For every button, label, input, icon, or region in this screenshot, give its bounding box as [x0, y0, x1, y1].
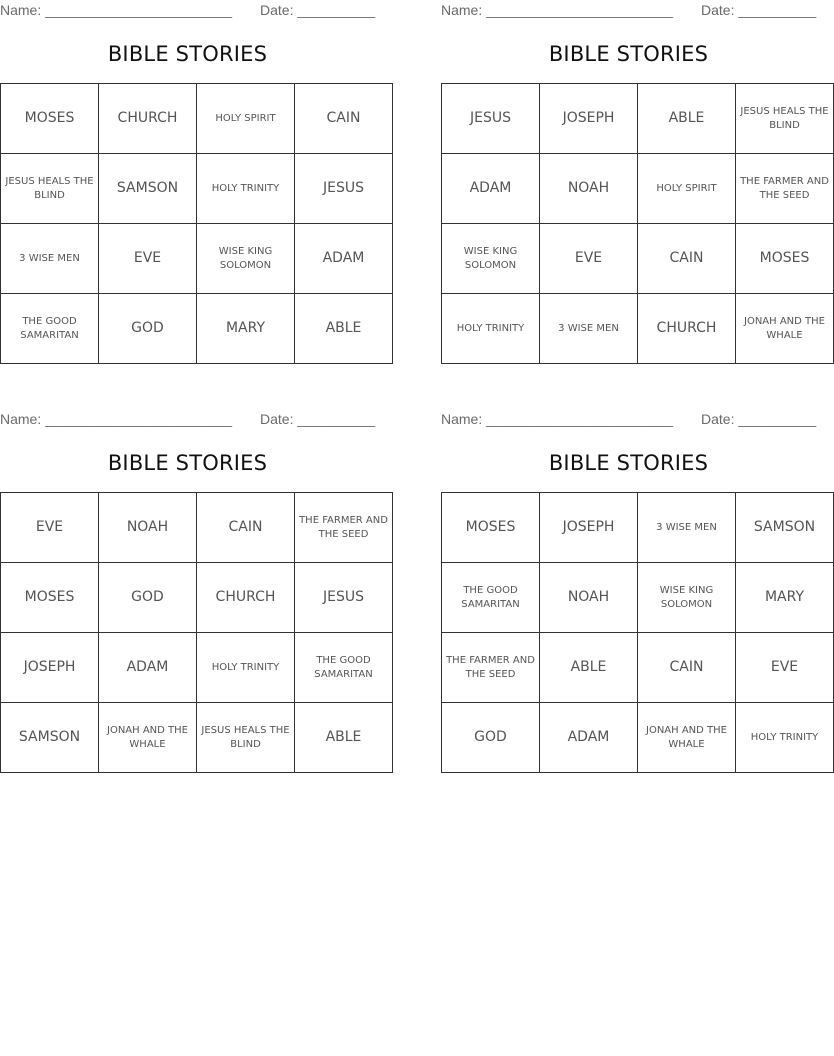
grid-cell: JOSEPH [540, 84, 638, 154]
date-field[interactable]: Date: __________ [701, 2, 817, 18]
grid-cell: JESUS HEALS THE BLIND [1, 154, 99, 224]
grid-cell: MOSES [1, 563, 99, 633]
grid-cell: JONAH AND THE WHALE [638, 703, 736, 773]
grid-row [1, 224, 393, 294]
grid-cell: CHURCH [638, 294, 736, 364]
grid-cell: ADAM [295, 224, 393, 294]
grid-row [442, 154, 834, 224]
grid-cell: MOSES [736, 224, 834, 294]
grid-cell: 3 WISE MEN [540, 294, 638, 364]
grid-cell: GOD [99, 563, 197, 633]
grid-row [1, 84, 393, 154]
grid-cell: WISE KING SOLOMON [197, 224, 295, 294]
bingo-grid [0, 492, 393, 773]
grid-cell: EVE [540, 224, 638, 294]
grid-cell: ADAM [540, 703, 638, 773]
grid-cell: JOSEPH [540, 493, 638, 563]
grid-row [442, 294, 834, 364]
grid-cell: ABLE [295, 703, 393, 773]
grid-cell: MARY [197, 294, 295, 364]
grid-cell: CAIN [638, 633, 736, 703]
name-date-row [0, 411, 375, 429]
grid-row [1, 703, 393, 773]
grid-row [442, 703, 834, 773]
grid-cell: ADAM [99, 633, 197, 703]
grid-cell: EVE [1, 493, 99, 563]
grid-cell: THE FARMER AND THE SEED [736, 154, 834, 224]
grid-cell: ABLE [540, 633, 638, 703]
grid-cell: SAMSON [99, 154, 197, 224]
grid-cell: 3 WISE MEN [638, 493, 736, 563]
grid-cell: HOLY TRINITY [197, 633, 295, 703]
grid-cell: THE GOOD SAMARITAN [295, 633, 393, 703]
grid-cell: JESUS [295, 563, 393, 633]
grid-row [442, 224, 834, 294]
date-field[interactable]: Date: __________ [260, 411, 376, 427]
grid-cell: WISE KING SOLOMON [638, 563, 736, 633]
name-field[interactable]: Name: ________________________ [0, 2, 232, 18]
grid-cell: ABLE [295, 294, 393, 364]
grid-cell: 3 WISE MEN [1, 224, 99, 294]
grid-row [442, 84, 834, 154]
grid-cell: HOLY TRINITY [736, 703, 834, 773]
name-field[interactable]: Name: ________________________ [441, 2, 673, 18]
grid-cell: JESUS HEALS THE BLIND [736, 84, 834, 154]
grid-cell: CAIN [638, 224, 736, 294]
grid-cell: JESUS [442, 84, 540, 154]
grid-cell: EVE [736, 633, 834, 703]
name-date-row [441, 411, 816, 429]
grid-cell: EVE [99, 224, 197, 294]
grid-row [442, 633, 834, 703]
grid-cell: MARY [736, 563, 834, 633]
grid-cell: MOSES [1, 84, 99, 154]
grid-cell: HOLY TRINITY [442, 294, 540, 364]
grid-cell: NOAH [540, 154, 638, 224]
grid-cell: THE GOOD SAMARITAN [442, 563, 540, 633]
grid-cell: GOD [99, 294, 197, 364]
card-title: BIBLE STORIES [548, 42, 709, 66]
grid-row [442, 493, 834, 563]
grid-cell: GOD [442, 703, 540, 773]
grid-cell: THE FARMER AND THE SEED [442, 633, 540, 703]
grid-cell: SAMSON [736, 493, 834, 563]
grid-row [1, 633, 393, 703]
card-title: BIBLE STORIES [107, 42, 268, 66]
bingo-grid [441, 492, 834, 773]
grid-cell: JONAH AND THE WHALE [99, 703, 197, 773]
name-field[interactable]: Name: ________________________ [0, 411, 232, 427]
grid-cell: ADAM [442, 154, 540, 224]
grid-cell: MOSES [442, 493, 540, 563]
grid-cell: THE GOOD SAMARITAN [1, 294, 99, 364]
grid-cell: JESUS HEALS THE BLIND [197, 703, 295, 773]
grid-cell: CAIN [197, 493, 295, 563]
bingo-grid [0, 83, 393, 364]
date-field[interactable]: Date: __________ [260, 2, 376, 18]
grid-cell: CAIN [295, 84, 393, 154]
grid-cell: JESUS [295, 154, 393, 224]
grid-row [442, 563, 834, 633]
grid-cell: HOLY SPIRIT [638, 154, 736, 224]
grid-cell: JONAH AND THE WHALE [736, 294, 834, 364]
card-title: BIBLE STORIES [548, 451, 709, 475]
grid-cell: NOAH [99, 493, 197, 563]
grid-cell: SAMSON [1, 703, 99, 773]
grid-cell: NOAH [540, 563, 638, 633]
grid-row [1, 294, 393, 364]
card-title: BIBLE STORIES [107, 451, 268, 475]
date-field[interactable]: Date: __________ [701, 411, 817, 427]
bingo-card-4 [441, 409, 819, 789]
grid-cell: CHURCH [99, 84, 197, 154]
grid-cell: THE FARMER AND THE SEED [295, 493, 393, 563]
bingo-card-2 [441, 0, 829, 380]
grid-cell: HOLY SPIRIT [197, 84, 295, 154]
name-field[interactable]: Name: ________________________ [441, 411, 673, 427]
grid-cell: JOSEPH [1, 633, 99, 703]
grid-row [1, 493, 393, 563]
grid-row [1, 154, 393, 224]
grid-row [1, 563, 393, 633]
grid-cell: ABLE [638, 84, 736, 154]
bingo-card-1 [0, 0, 375, 380]
name-date-row [0, 2, 375, 20]
grid-cell: WISE KING SOLOMON [442, 224, 540, 294]
bingo-card-3 [0, 409, 388, 789]
grid-cell: HOLY TRINITY [197, 154, 295, 224]
bingo-grid [441, 83, 834, 364]
grid-cell: CHURCH [197, 563, 295, 633]
name-date-row [441, 2, 816, 20]
